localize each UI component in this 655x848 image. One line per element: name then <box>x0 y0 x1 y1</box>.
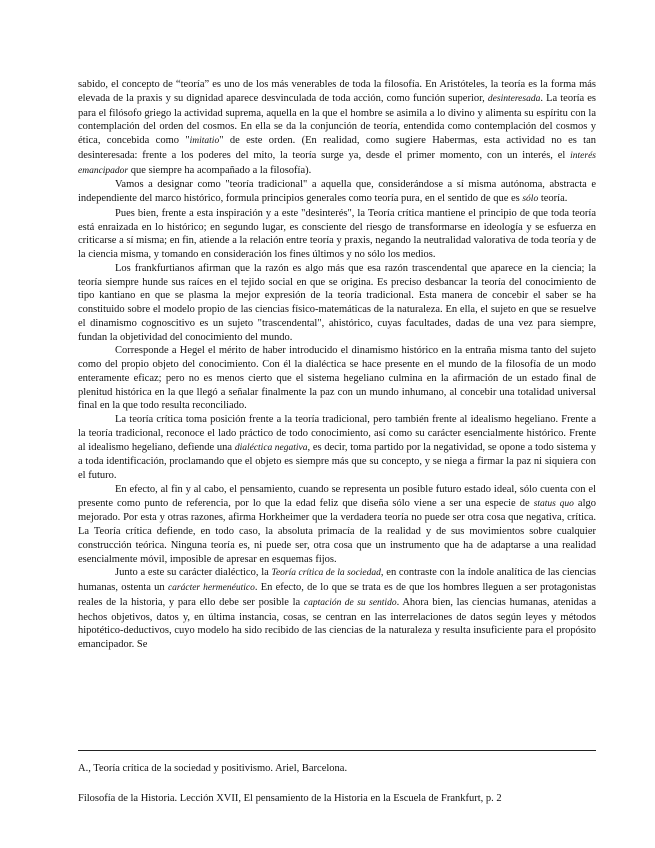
italic-run: captación de su sentido <box>303 597 397 608</box>
body-text <box>78 78 596 652</box>
footnote: Filosofía de la Historia. Lección XVII, El pensamiento de la Historia en la Escuela de Frankfurt, p. 2 <box>78 793 502 804</box>
footnote-separator <box>78 750 596 751</box>
text-run: . Ahora bien, las ciencias humanas, atenidas a hechos objetivos, datos y, en última instancia, cosas, se centran en las interrelaciones de datos según leyes y métodos hipotético-deductivos, cuyo modelo ha sido recibido de las ciencias de la naturaleza y resulta insuficiente para el propósito emancipador. Se <box>78 596 596 650</box>
paragraph <box>78 178 596 207</box>
footnote: A., Teoría crítica de la sociedad y positivismo. Ariel, Barcelona. <box>78 763 348 774</box>
paragraph <box>78 207 596 262</box>
italic-run: interés emancipador <box>78 150 596 176</box>
text-run: Pues bien, frente a esta inspiración y a este "desinterés", la Teoría crítica mantiene el principio de que toda teoría está enraizada en lo histórico; en segundo lugar, es consciente del riesgo de transformarse en ideología y se esfuerza en criticarse a sí misma; en fin, atiende a la relación entre teoría y praxis, negando la neutralidad valorativa de toda teoría y de la ciencia misma, y tomando en consideración los fines últimos y no sólo los medios. <box>78 207 596 260</box>
text-run: . La teoría es para el filósofo griego la actividad suprema, aquella en la que el hombre se asimila a lo divino y alimenta su espíritu con la contemplación del orden del cosmos. En ella se da la conjunción de teoría, entendida como contemplación del cosmos y ética, concebida como " <box>78 92 596 146</box>
text-run: algo mejorado. Por esta y otras razones, afirma Horkheimer que la verdadera teoría no puede ser otra cosa que negativa, crítica. La Teoría crítica defiende, en todo caso, la absoluta primacía de la realidad y de sus movimientos sobre cualquier construcción teórica. Ninguna teoría es, ni puede ser, otra cosa que un instrumento que ha de adaptarse a una realidad esencialmente móvil, imposible de apresar en esquemas fijos. <box>78 497 596 565</box>
italic-run: dialéctica negativa <box>234 442 308 453</box>
text-run: que siempre ha acompañado a la filosofía). <box>128 164 312 176</box>
paragraph <box>78 566 596 652</box>
italic-run: imitatio <box>189 136 220 146</box>
paragraph <box>78 262 596 345</box>
italic-run: status quo <box>533 498 574 509</box>
text-run: , en contraste con la índole analítica de las ciencias humanas, ostenta un <box>78 567 596 593</box>
paragraph <box>78 344 596 413</box>
text-run: En efecto, al fin y al cabo, el pensamiento, cuando se representa un posible futuro estado ideal, sólo cuenta con el presente como punto de referencia, por lo que la edad feliz que diseña sólo viene a ser una especie de <box>78 483 596 509</box>
italic-run: sólo <box>522 194 539 204</box>
text-run: Corresponde a Hegel el mérito de haber introducido el dinamismo histórico en la entraña misma tanto del sujeto como del propio objeto del conocimiento. Con él la dialéctica se hace presente en el mundo de la filosofía de un modo enteramente eficaz; pero no es menos cierto que el sistema hegeliano culmina en la afirmación de un estado final de plenitud histórica en la que llegó a señalar finalmente la paz con un mundo inhumano, al concebir una totalidad universal final en la que todo resulta reconciliado. <box>78 345 596 412</box>
italic-run: desinteresada <box>487 93 541 104</box>
italic-run: carácter hermenéutico <box>167 583 255 593</box>
text-run: La teoría crítica toma posición frente a la teoría tradicional, pero también frente al idealismo hegeliano. Frente a la teoría tradicional, reconoce el lado práctico de todo conocimiento, así como su carácter esencialmente histórico. Frente al idealismo hegeliano, defiende una <box>78 414 596 453</box>
text-run: " de este orden. (En realidad, como sugiere Habermas, esta actividad no es tan desinteresada: frente a los poderes del mito, la teoría surge ya, desde el primer momento, con un interés, el <box>78 135 596 161</box>
text-run: teoría. <box>538 193 568 204</box>
text-run: sabido, el concepto de “teoría” es uno de los más venerables de toda la filosofía. En Aristóteles, la teoría es la forma más elevada de la praxis y su dignidad aparece desvinculada de toda acción, como función superior, <box>78 79 596 104</box>
text-run: Los frankfurtianos afirman que la razón es algo más que esa razón trascendental que aparece en la ciencia; la teoría siempre hunde sus raíces en el tejido social en que se origina. Es preciso desbancar la teoría del conocimiento de tipo kantiano en que se plasma la mejor expresión de la teoría tradicional. Esta manera de concebir el saber se ha constituido sobre el modelo propio de las ciencias físico-matemáticas de la naturaleza. En ella, el sujeto en que se resuelve el dinamismo cognoscitivo es un sujeto "trascendental", ahistórico, cuyas facultades, dadas de una vez para siempre, fundan la objetividad del conocimiento del mundo. <box>78 262 596 343</box>
paragraph <box>78 483 596 567</box>
italic-run: Teoría crítica de la sociedad <box>271 568 381 579</box>
text-run: , es decir, toma partido por la negatividad, se opone a todo sistema y a toda identificación, proclamando que el objeto es siempre más que su concepto, y se niega a firmar la paz ni siquiera con el futuro. <box>78 441 596 481</box>
text-run: Vamos a designar como "teoría tradicional" a aquella que, considerándose a sí misma autónoma, abstracta e independiente del marco histórico, formula principios generales como teoría pura, en el sentido de que es <box>78 179 596 204</box>
paragraph <box>78 78 596 178</box>
text-run: . En efecto, de lo que se trata es de que los hombres lleguen a ser protagonistas reales de la historia, y para ello debe ser posible la <box>78 582 596 608</box>
text-run: Junto a este su carácter dialéctico, la <box>115 567 272 579</box>
paragraph <box>78 413 596 483</box>
